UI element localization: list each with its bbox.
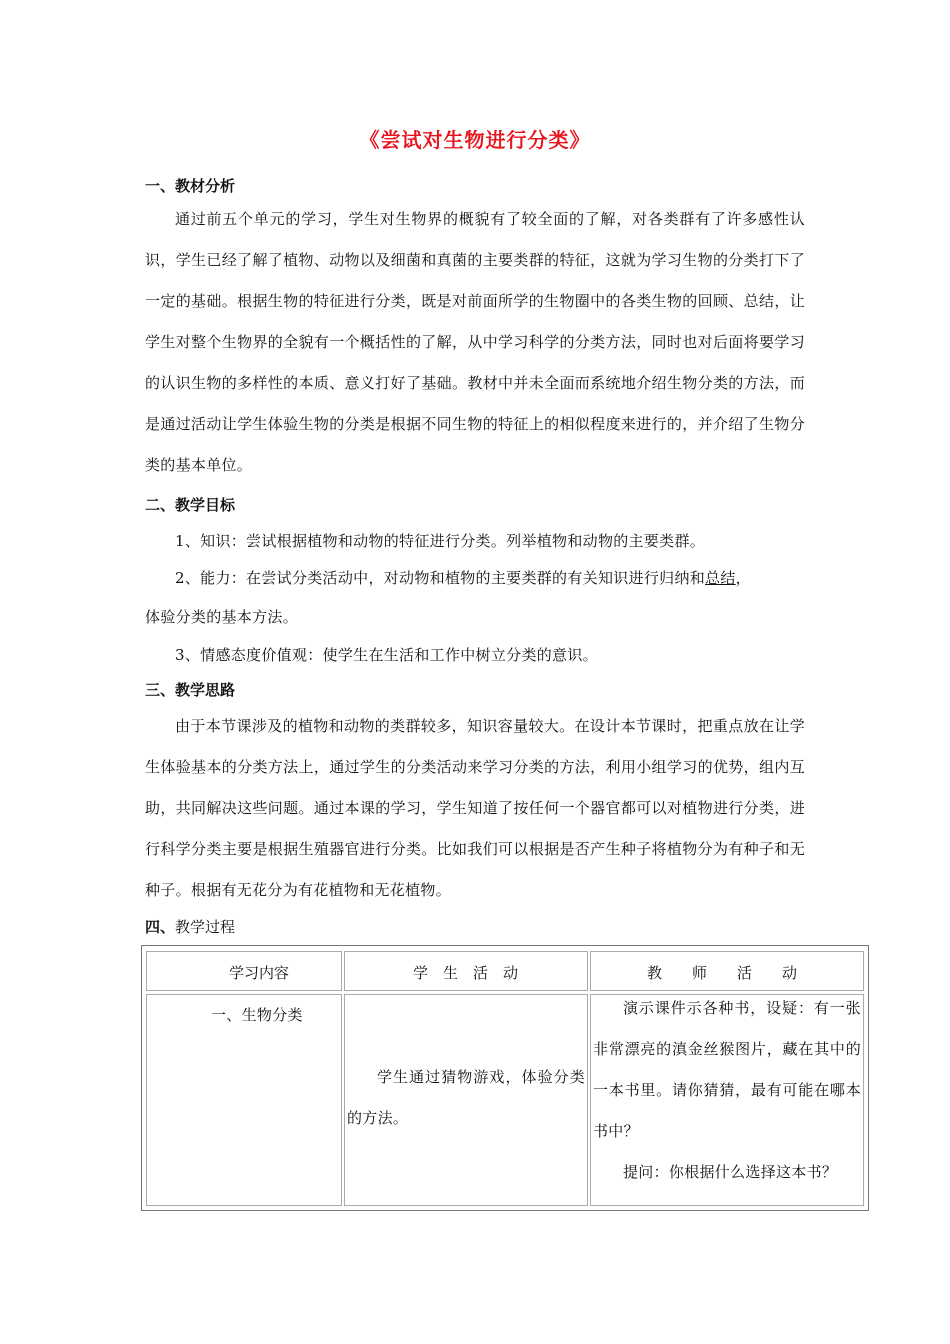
header-learning-content-label: 学习内容 (229, 964, 290, 982)
learning-content-text: 一、生物分类 (211, 1006, 303, 1024)
teacher-activity-text-1: 演示课件示各种书，设疑：有一张非常漂亮的滇金丝猴图片，藏在其中的一本书里。请你猜猜，最有可能在哪本书中？ (593, 999, 861, 1140)
goal-knowledge: 1、知识：尝试根据植物和动物的特征进行分类。列举植物和动物的主要类群。 (175, 532, 706, 550)
header-student-activity-label: 学 生 活 动 (413, 964, 519, 982)
heading-teaching-ideas: 三、教学思路 (145, 681, 236, 699)
header-student-activity (344, 951, 588, 991)
goal-ability-continued: 体验分类的基本方法。 (145, 608, 299, 626)
header-teacher-activity (590, 951, 864, 991)
heading-teaching-process-number: 四、 (145, 918, 176, 936)
cell-learning-content (146, 994, 342, 1206)
heading-teaching-process-text: 教学过程 (175, 918, 236, 936)
goal-attitude: 3、情感态度价值观：使学生在生活和工作中树立分类的意识。 (175, 646, 598, 664)
teacher-activity-text-2: 提问：你根据什么选择这本书？ (623, 1163, 838, 1181)
cell-student-activity (344, 994, 588, 1206)
goal-ability-comma: ， (735, 569, 751, 587)
goal-ability-text: 2、能力：在尝试分类活动中，对动物和植物的主要类群的有关知识进行归纳和 (175, 569, 706, 587)
heading-textbook-analysis: 一、教材分析 (145, 177, 236, 195)
paragraph-textbook-analysis: 通过前五个单元的学习，学生对生物界的概貌有了较全面的了解，对各类群有了许多感性认识，学生已经了解了植物、动物以及细菌和真菌的主要类群的特征，这就为学习生物的分类打下了一定的基础。根据生物的特征进行分类，既是对前面所学的生物圈中的各类生物的回顾、总结，让学生对整个生物界的全貌有一个概括性的了解，从中学习科学的分类方法，同时也对后面将要学习的认识生物的多样性的本质、意义打好了基础。教材中并未全面而系统地介绍生物分类的方法，而是通过活动让学生体验生物的分类是根据不同生物的特征上的相似程度来进行的，并介绍了生物分类的基本单位。 (145, 210, 805, 474)
paragraph-teaching-ideas: 由于本节课涉及的植物和动物的类群较多，知识容量较大。在设计本节课时，把重点放在让学生体验基本的分类方法上，通过学生的分类活动来学习分类的方法，利用小组学习的优势，组内互助，共同解决这些问题。通过本课的学习，学生知道了按任何一个器官都可以对植物进行分类，进行科学分类主要是根据生殖器官进行分类。比如我们可以根据是否产生种子将植物分为有种子和无种子。根据有无花分为有花植物和无花植物。 (145, 717, 805, 899)
header-teacher-activity-label: 教 师 活 动 (647, 964, 798, 982)
document-title: 《尝试对生物进行分类》 (359, 128, 591, 152)
goal-ability (175, 567, 751, 588)
cell-teacher-activity (590, 994, 864, 1206)
teaching-process-table (141, 945, 869, 1211)
heading-teaching-process (145, 916, 235, 937)
header-learning-content (146, 951, 342, 991)
student-activity-text: 学生通过猜物游戏，体验分类的方法。 (347, 1068, 585, 1127)
goal-ability-underlined: 总结 (705, 569, 736, 587)
heading-teaching-goals: 二、教学目标 (145, 496, 236, 514)
